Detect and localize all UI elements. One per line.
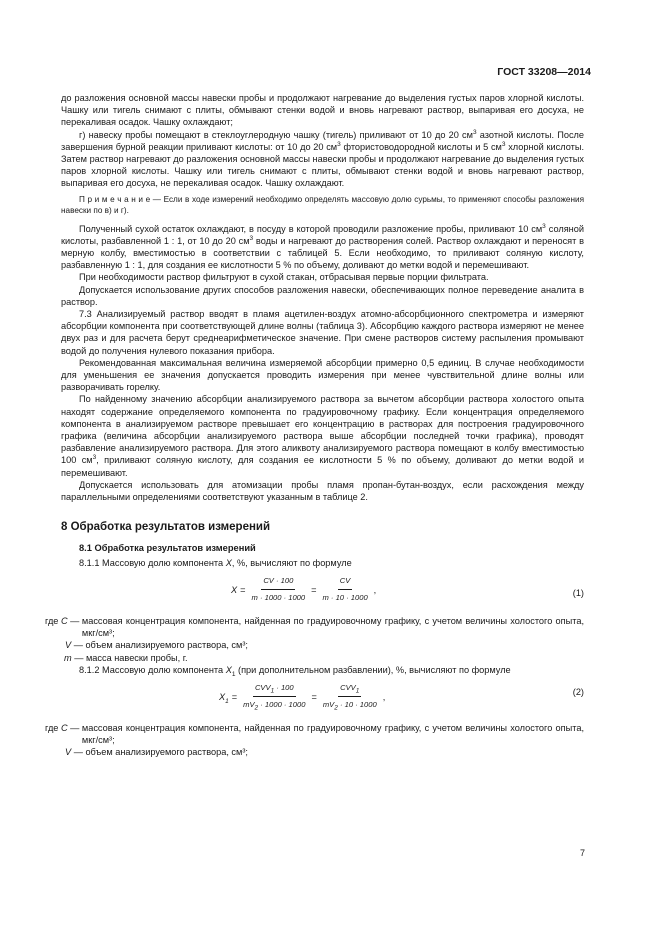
note: П р и м е ч а н и е — Если в ходе измерений необходимо определять массовую долю сурьмы, то применяют способы разложения навески по в) и г).: [61, 194, 584, 216]
formula-number: (2): [572, 686, 584, 697]
page-number: 7: [579, 848, 585, 858]
formula-2: $X_1$ = $\frac{CVV_1 \cdot 100}{mV_2 \cdot 1000 \cdot 1000}$ = $\frac{CVV_1}{mV_2 \cdot 10 \cdot 1000}$ , (2): [219, 682, 584, 712]
paragraph: Допускается использовать для атомизации пробы пламя пропан-бутан-воздух, если расхождения между параллельными определениями соответствуют указанным в таблице 2.: [61, 479, 584, 503]
formula-1: X = $\frac{CV \cdot 100}{m \cdot 1000 \cdot 1000}$ = $\frac{CV}{m \cdot 10 \cdot 1000}$ , (1): [231, 575, 584, 603]
definitions-2: где C — массовая концентрация компонента, найденная по градуировочному графику, с учетом величины холостого опыта, мкг/см³; V — объем анализируемого раствора, см³;: [45, 722, 584, 758]
paragraph-7-3: 7.3 Анализируемый раствор вводят в пламя ацетилен-воздух атомно-абсорбционного спектрометра и измеряют абсорбции компонента при соответствующей длине волны (таблица 3). Абсорбцию каждого раствора измеряют не менее двух раз и для расчета берут среднеарифметическое значение. При смене растворов систему распыления промывают водой до получения нулевого показания прибора.: [61, 309, 584, 356]
paragraph: Полученный сухой остаток охлаждают, в посуду в которой проводили разложение пробы, приливают 10 $см^3$ соляной кислоты, разбавленной 1 : 1, от 10 до 20 $см^3$ воды и нагревают до растворения солей. Раствор охлаждают и переносят в мерную колбу, вместимостью в соответствии с таблицей 5. Если необходимо, то приливают соляную кислоту, разбавленную 1 : 1, для создания ее кислотности 5 % по объему, доливают до метки водой и перемешивают.: [61, 222, 584, 271]
paragraph-item-g: г) навеску пробы помещают в стеклоуглеродную чашку (тигель) приливают от 10 до 20 $см^3$ азотной кислоты. После завершения бурной реакции приливают кислоты: от 10 до 20 $см^3$ фтористоводородной кислоты и 5 $см^3$ хлорной кислоты. Затем раствор нагревают до разложения основной массы навески пробы и продолжают нагревание до выделения густых паров хлорной кислоты. Чашку или тигель снимают с плиты, обмывают стенки водой и вновь нагревают раствор, выпаривая его досуха, не перекаливая осадок. Чашку охлаждают.: [61, 128, 585, 189]
paragraph-8-1-1: 8.1.1 Массовую долю компонента X, %, вычисляют по формуле: [79, 557, 352, 568]
section-heading-8: 8 Обработка результатов измерений: [61, 521, 271, 534]
paragraph: Рекомендованная максимальная величина измеряемой абсорбции примерно 0,5 единиц. В случае необходимости для уменьшения ее значения допускается проводить измерения при менее чувствительной длине волны или разворачивать горелку.: [61, 357, 584, 393]
subsection-heading-8-1: 8.1 Обработка результатов измерений: [79, 542, 256, 553]
paragraph-8-1-2: 8.1.2 Массовую долю компонента $X_1$ (при дополнительном разбавлении), %, вычисляют по формуле: [79, 664, 511, 678]
formula-number: (1): [572, 587, 584, 598]
paragraph: Допускается использование других способов разложения навески, обеспечивающих полное переведение аналита в раствор.: [61, 284, 584, 307]
paragraph: до разложения основной массы навески пробы и продолжают нагревание до выделения густых паров хлорной кислоты. Чашку или тигель снимают с плиты, обмывают стенки водой и вновь нагревают раствор, выпаривая его досуха, не перекаливая осадок. Чашку охлаждают;: [61, 93, 584, 128]
paragraph: По найденному значению абсорбции анализируемого раствора за вычетом абсорбции раствора холостого опыта находят содержание определяемого компонента по градуировочному графику. Если концентрация определяемого компонента в анализируемом растворе превышает его концентрацию в растворах для построения градуировочного графика (величина абсорбции анализируемого раствора выше абсорбции последней точки графика), проводят разбавление анализируемого раствора. Для этого аликвоту анализируемого раствора помещают в колбу вместимостью 100 $см^3$, приливают соляную кислоту, для создания ее кислотности 5 % по объему, доливают до метки водой и перемешивают.: [61, 394, 585, 478]
document-code: ГОСТ 33208—2014: [497, 66, 591, 78]
page-body: [45, 92, 585, 759]
definitions-1: где C — массовая концентрация компонента, найденная по градуировочному графику, с учетом величины холостого опыта, мкг/см³; V — объем анализируемого раствора, см³; m — масса навески пробы, г.: [45, 615, 584, 663]
paragraph: При необходимости раствор фильтруют в сухой стакан, отбрасывая первые порции фильтрата.: [79, 272, 489, 283]
